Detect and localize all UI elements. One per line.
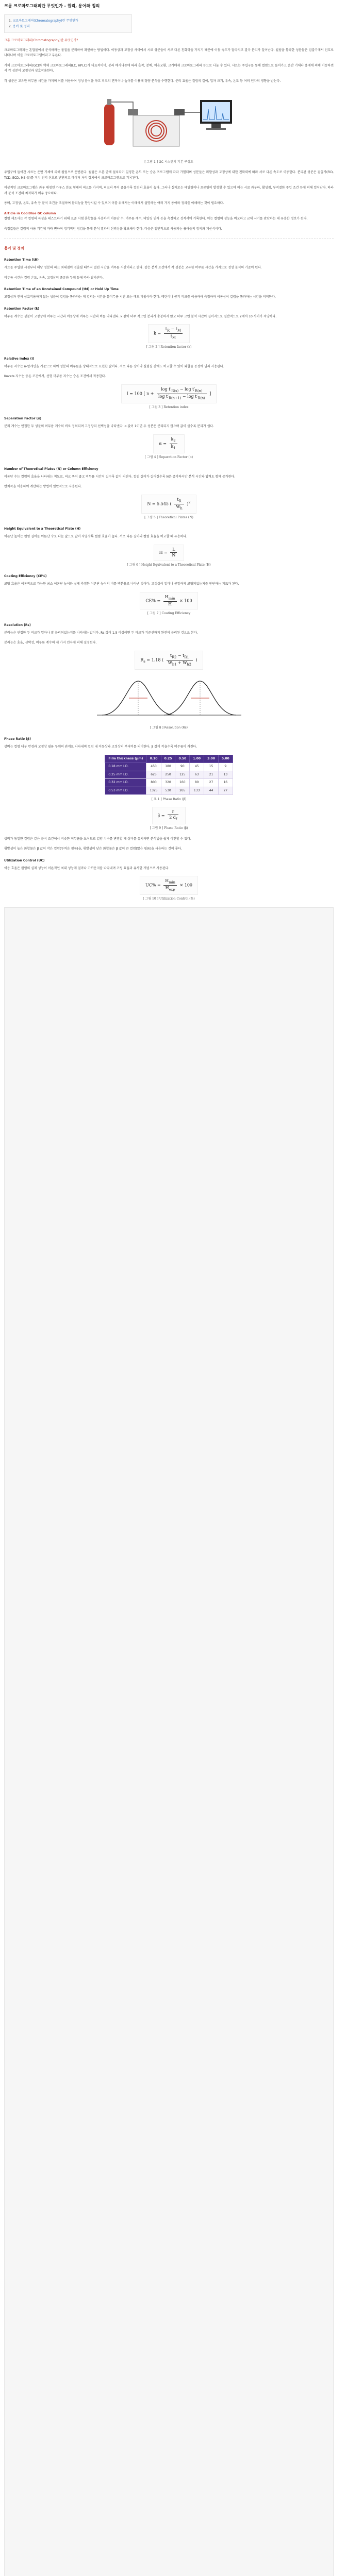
gas-cylinder-icon — [104, 104, 114, 145]
term-heading: Retention Time of an Unretained Compound (tM) or Hold Up Time — [4, 287, 119, 291]
detector-icon — [174, 109, 185, 115]
figure-caption: [ 그림 5 ] Theoretical Plates (N) — [144, 515, 193, 519]
formula-retention-index: I = 100 [ n + $\frac{\log t'_{R(x)} - \log t'_{R(n)}}{\log t'_{R(n+1)} - \log t'_{R(n)}}$ ] [ 그림 3 ] Retention index — [4, 384, 334, 411]
term-heading: Height Equivalent to a Theoretical Plate (H) — [4, 527, 81, 531]
figure-resolution-peaks — [4, 675, 334, 731]
gc-system-diagram — [97, 89, 241, 156]
paragraph: 상비는 컬럼 내부 반경과 고정상 필름 두께의 관계로 나타내며 컬럼 내 이동상과 고정상의 부피비를 의미한다. β 값이 작을수록 머무름이 커진다. — [4, 745, 197, 749]
paragraph: 시료를 주입한 시점부터 해당 성분의 피크 최대점이 검출될 때까지 걸린 시간을 머무름 시간이라고 한다. 같은 분석 조건에서 각 성분은 고유한 머무름 시간을 가지므로 정성 분석의 기준이 된다. — [4, 266, 262, 269]
paragraph: 고정상과 전혀 상호작용하지 않는 성분이 컬럼을 통과하는 데 걸리는 시간을 불머무름 시간 또는 데드 타임이라 한다. 메탄이나 공기 피크를 이용하여 측정하며 이동상이 컬럼을 통과하는 시간을 의미한다. — [4, 295, 276, 299]
table-caption: [ 표 1 ] Phase Ratio (β) — [151, 798, 187, 802]
figure-caption: [ 그림 6 ] Height Equivalent to a Theoretical Plate (H) — [127, 563, 211, 567]
term-heading: Utilization Control (UC) — [4, 858, 45, 862]
section-title: 크롬 크로마토그래피(Chromatography)란 무엇인가? — [4, 39, 78, 42]
paragraph: 휘발성이 높은 화합물은 β 값이 작은 컬럼(두꺼운 필름)을, 휘발성이 낮은 화합물은 β 값이 큰 컬럼(얇은 필름)을 사용하는 것이 좋다. — [4, 847, 182, 851]
toc-item[interactable]: 2. 용어 및 정의 — [9, 25, 30, 28]
table-of-contents — [4, 14, 132, 33]
paragraph: 각 성분은 고유한 머무름 시간을 가지며 이를 이용하여 정성 분석을 하고 피크의 면적이나 높이를 이용해 정량 분석을 수행한다. 분리 효율은 컬럼의 길이, 입자 크기, 유속, 온도 등 여러 인자의 영향을 받는다. — [4, 79, 281, 83]
divider — [4, 238, 334, 239]
term-heading: Number of Theoretical Plates (N) or Column Efficiency — [4, 467, 98, 471]
paragraph: 컬럼 제조사는 각 컬럼의 특성을 테스트하기 위해 표준 시험 혼합물을 사용하여 이론단 수, 머무름 계수, 테일링 인자 등을 측정하고 성적서에 기록한다. 이는 컬럼의 성능을 비교하고 교체 시기를 판단하는 데 유용한 정보가 된다. — [4, 217, 308, 221]
table-row: 0.53 mm I.D. 1325 530 265 133 44 27 — [105, 787, 233, 795]
paragraph: 머무름 지수는 n-알케인을 기준으로 하여 성분의 머무름을 상대적으로 표현한 값이다. 서로 다른 장비나 실험실 간에도 비교할 수 있어 화합물 동정에 널리 사용된다. — [4, 364, 224, 368]
paragraph: 이론단 수는 컬럼의 효율을 나타내는 척도로, 피크 폭이 좁고 머무름 시간이 길수록 값이 커진다. 컬럼 길이가 길어질수록 N은 증가하지만 분석 시간과 압력도 함께 증가한다. — [4, 474, 236, 479]
term-heading: Separation Factor (α) — [4, 417, 42, 421]
paragraph: 분리 계수는 인접한 두 성분의 머무름 계수의 비로 정의되며 고정상의 선택성을 나타낸다. α 값이 1이면 두 성분은 분리되지 않으며 값이 클수록 분리가 쉽다. — [4, 425, 215, 429]
paragraph: 이용 효율은 컬럼의 실제 성능이 이론적인 최대 성능에 얼마나 가까운지를 나타내며 코팅 효율과 유사한 개념으로 사용된다. — [4, 866, 170, 870]
table-row: 0.25 mm I.D. 625 250 125 63 21 13 — [105, 771, 233, 779]
injector-icon — [128, 109, 138, 115]
paragraph: 이상적인 크로마토그램은 좌우 대칭인 가우스 분포 형태의 피크를 가지며, 피크의 폭이 좁을수록 컬럼의 효율이 높다. 그러나 실제로는 테일링이나 프론팅이 발생할 수 있으며 이는 시료 과부하, 활성점, 부적절한 주입 조건 등에 의해 일어난다. 따라서 분석 조건의 최적화가 매우 중요하다. — [4, 186, 334, 195]
formula-coating-efficiency: CE% = $\frac{H_{min}}{H}$ × 100 [ 그림 7 ] Coating Efficiency — [4, 592, 334, 617]
paragraph: 반치폭을 이용하여 계산하는 방법이 일반적으로 사용된다. — [4, 485, 82, 489]
table-row: 0.18 mm I.D. 450 180 90 45 15 9 — [105, 763, 233, 771]
section-heading: 용어 및 정의 — [4, 246, 24, 250]
page-title: 크롬 크로마토그래피란 무엇인가 - 원리, 용어와 정의 — [4, 4, 100, 8]
page-body-continuation — [4, 907, 334, 2576]
term-heading: Phase Ratio (β) — [4, 737, 31, 741]
formula-resolution: $R_s = 1.18$ ( $\frac{t_{R2} - t_{R1}}{W_{h1} + W_{h2}}$ ) — [4, 651, 334, 670]
figure-caption: [ 그림 3 ] Retention index — [149, 405, 189, 409]
paragraph: 머무름 시간은 컬럼 온도, 유속, 고정상의 종류와 두께 등에 따라 달라진다. — [4, 276, 104, 280]
figure-caption: [ 그림 7 ] Coating Efficiency — [147, 612, 191, 616]
term-heading: Retention Factor (k) — [4, 307, 40, 311]
figure-caption: [ 그림 1 ] GC 시스템의 기본 구성도 — [144, 160, 193, 164]
term-heading: Coating Efficiency (CE%) — [4, 574, 47, 579]
toc-item[interactable]: 1. 크로마토그래피(Chromatography)란 무엇인가 — [9, 19, 78, 23]
paragraph: 분리능은 효율, 선택성, 머무름 계수의 세 가지 인자에 의해 결정된다. — [4, 641, 97, 645]
paragraph: 측정값들은 컬럼의 사용 기간에 따라 변하며 정기적인 점검을 통해 분석 결과의 신뢰성을 확보해야 한다. 다음은 일반적으로 사용되는 용어들의 정의와 계산식이다. — [4, 227, 222, 231]
paragraph: 이론단 높이는 컬럼 길이를 이론단 수로 나눈 값으로 값이 작을수록 컬럼 효율이 높다. 서로 다른 길이의 컬럼 효율을 비교할 때 유용하다. — [4, 535, 187, 539]
formula-retention-factor: k = $\frac{t_R - t_M}{t_M}$ [ 그림 2 ] Retention factor (k) — [4, 324, 334, 350]
figure-caption: [ 그림 10 ] Utilization Control (%) — [143, 897, 195, 901]
paragraph: 분리능은 인접한 두 피크가 얼마나 잘 분리되었는지를 나타내는 값이다. Rs 값이 1.5 이상이면 두 피크가 기준선까지 완전히 분리된 것으로 본다. — [4, 631, 198, 635]
paragraph: 상비가 동일한 컬럼은 같은 분석 조건에서 비슷한 머무름을 보이므로 컬럼 치수를 변경할 때 상비를 유지하면 분석법을 쉽게 이전할 수 있다. — [4, 837, 191, 841]
paragraph: 기체 크로마토그래피(GC)와 액체 크로마토그래피(LC, HPLC)가 대표적이며, 분리 메커니즘에 따라 흡착, 분배, 이온교환, 크기배제 크로마토그래피 등으로 나눌 수 있다. 시료는 주입구를 통해 컬럼으로 들어가고 운반 기체나 용매에 의해 이동하면서 각 성분이 고정상과 상호작용한다. — [4, 63, 334, 73]
paragraph: Kovats 지수는 등온 조건에서, 선형 머무름 지수는 승온 조건에서 적용한다. — [4, 375, 106, 379]
term-heading: Retention Time (tR) — [4, 258, 39, 262]
paragraph: 주입구에 들어간 시료는 운반 기체에 의해 컬럼으로 운반된다. 컬럼은 오븐 안에 설치되어 일정한 온도 또는 승온 프로그램에 따라 가열되며 성분들은 휘발성과 고정상에 대한 친화력에 따라 서로 다른 속도로 이동한다. 분리된 성분은 검출기(FID, TCD, ECD, MS 등)를 거쳐 전기 신호로 변환되고 데이터 처리 장치에서 크로마토그램으로 기록된다. — [4, 171, 334, 180]
formula-separation-factor: α = $\frac{k_2}{k_1}$ [ 그림 4 ] Separation Factor (α) — [4, 434, 334, 461]
paragraph: 머무름 계수는 성분이 고정상에 머무는 시간과 이동상에 머무는 시간의 비를 나타낸다. k 값이 너무 작으면 분리가 충분하지 않고 너무 크면 분석 시간이 길어지므로 일반적으로 2에서 10 사이가 적당하다. — [4, 314, 277, 318]
figure-caption: [ 그림 8 ] Resolution (Rs) — [150, 725, 188, 730]
term-heading: Resolution (Rs) — [4, 623, 31, 627]
figure-gc-system — [4, 89, 334, 165]
resolution-peaks-diagram — [92, 675, 246, 721]
paragraph: 크로마토그래피는 혼합물에서 분석하려는 물질을 분리하여 확인하는 방법이다. 이동상과 고정상 사이에서 시료 성분들이 서로 다른 친화력을 가지기 때문에 이동 속도가 달라지고 결국 분리가 일어난다. 컬럼을 통과한 성분들은 검출기에서 신호로 나타나며 이를 크로마토그램이라고 부른다. — [4, 48, 334, 57]
formula-hetp: H = $\frac{L}{N}$ [ 그림 6 ] Height Equivalent to a Theoretical Plate (H) — [4, 545, 334, 568]
term-heading: Relative Index (I) — [4, 357, 35, 361]
figure-caption: [ 그림 9 ] Phase Ratio (β) — [150, 826, 188, 831]
formula-theoretical-plates: N = 5.545 ( $\frac{t_R}{W_h}$ )$^2$ [ 그림 5 ] Theoretical Plates (N) — [4, 495, 334, 521]
note-heading: Article in CoolBlue GC column — [4, 211, 56, 215]
phase-ratio-table — [105, 755, 233, 795]
formula-phase-ratio: β = $\frac{r}{2 d_f}$ [ 그림 9 ] Phase Ratio (β) — [4, 807, 334, 832]
table-row: 0.32 mm I.D. 800 320 160 80 27 16 — [105, 779, 233, 787]
formula-utilization: UC% = $\frac{H_{min}}{H_{exp}}$ × 100 [ 그림 10 ] Utilization Control (%) — [4, 876, 334, 902]
paragraph: 용매, 고정상, 온도, 유속 등 분석 조건을 조절하여 분리능을 향상시킬 수 있으며 이를 위해서는 아래에서 설명하는 여러 가지 용어와 정의를 이해하는 것이 필요하다. — [4, 201, 224, 205]
paragraph: 코팅 효율은 이론적으로 가능한 최소 이론단 높이와 실제 측정한 이론단 높이의 비를 백분율로 나타낸 것이다. 고정상이 얼마나 균일하게 코팅되었는지를 판단하는 지표가 된다. — [4, 582, 239, 586]
figure-caption: [ 그림 2 ] Retention factor (k) — [146, 345, 192, 349]
table-header-row: Film thickness (μm) 0.10 0.25 0.50 1.00 3.00 5.00 — [105, 755, 233, 763]
figure-caption: [ 그림 4 ] Separation Factor (α) — [144, 455, 193, 460]
